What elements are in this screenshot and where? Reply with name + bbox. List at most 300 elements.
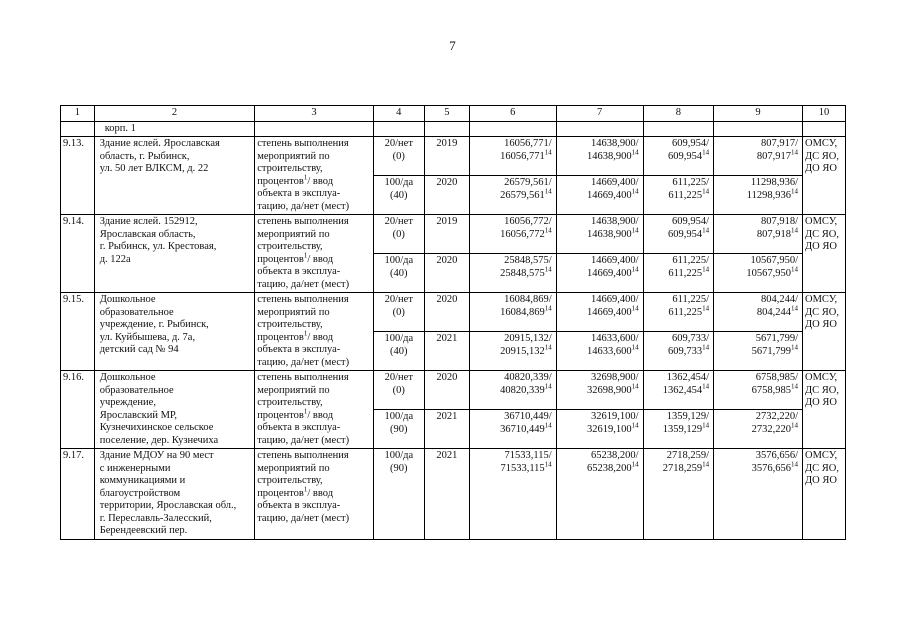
text-line: 20/нет xyxy=(384,294,413,305)
value-line: 11298,936$^{14}$ xyxy=(746,187,798,201)
text-line: 20/нет xyxy=(384,216,413,227)
value-line: 611,225/ xyxy=(672,177,710,188)
value-line: 609,954/ xyxy=(672,138,710,149)
year-cell: 2019 xyxy=(424,215,469,254)
text-line: детский сад № 94 xyxy=(99,344,179,355)
text-line: (40) xyxy=(390,345,408,357)
footnote-marker: 14 xyxy=(631,187,639,195)
object-name xyxy=(94,293,254,371)
footnote-marker: 14 xyxy=(702,226,710,234)
value-line: 3576,656/ xyxy=(755,450,798,461)
text-line: (40) xyxy=(390,267,408,279)
value-line: 5671,799/ xyxy=(755,333,798,344)
text-line: объекта в эксплуа- xyxy=(257,266,341,277)
footnote-marker: 14 xyxy=(702,343,710,351)
text-line: (0) xyxy=(392,150,405,162)
regional-funding-cell xyxy=(643,176,714,215)
text-line: ДС ЯО, xyxy=(805,306,840,318)
value-line: 16056,771$^{14}$ xyxy=(500,148,552,162)
responsible-cell xyxy=(803,449,846,540)
footnote-marker: 14 xyxy=(631,148,639,156)
indicator-cell xyxy=(255,121,374,137)
value-line: 6758,985/ xyxy=(755,372,798,383)
value-line: 71533,115$^{14}$ xyxy=(500,460,552,474)
total-funding-cell xyxy=(469,332,556,371)
text-line: объекта в эксплуа- xyxy=(257,500,341,511)
value-line: 14638,900/ xyxy=(591,138,639,149)
value-line: 14638,900$^{14}$ xyxy=(586,148,639,162)
value-line: 14669,400$^{14}$ xyxy=(586,187,639,201)
value-line: 40820,339/ xyxy=(504,372,552,383)
text-line: Берендеевский пер. xyxy=(99,525,188,536)
column-header: 3 xyxy=(255,106,374,122)
text-line: ДО ЯО xyxy=(805,319,837,330)
text-line: 100/да xyxy=(384,450,414,461)
text-line: Здание МДОУ на 90 мест xyxy=(99,450,214,461)
footnote-marker: 14 xyxy=(544,382,552,390)
year-cell: 2019 xyxy=(424,137,469,176)
text-line: Здание яслей. Ярославская xyxy=(99,138,220,149)
text-line: д. 122а xyxy=(99,253,131,265)
column-header: 6 xyxy=(469,106,556,122)
table-row xyxy=(61,449,846,540)
footnote-marker: 14 xyxy=(702,421,710,429)
value-line: 611,225$^{14}$ xyxy=(668,265,710,279)
footnote-marker: 14 xyxy=(791,265,798,273)
federal-funding-cell xyxy=(556,449,643,540)
target-cell xyxy=(373,293,424,332)
text-line: 20/нет xyxy=(384,372,413,383)
regional-funding-cell xyxy=(643,449,714,540)
text-line: тацию, да/нет (мест) xyxy=(257,434,350,446)
text-line: объекта в эксплуа- xyxy=(257,344,341,355)
footnote-marker: 14 xyxy=(791,226,798,234)
footnote-marker: 14 xyxy=(631,226,639,234)
total-funding-cell xyxy=(469,121,556,137)
regional-funding-cell xyxy=(643,137,714,176)
row-number xyxy=(61,121,95,137)
text-line: ДС ЯО, xyxy=(805,384,840,396)
federal-funding-cell xyxy=(556,137,643,176)
regional-funding-cell xyxy=(643,215,714,254)
value-line: 14638,900/ xyxy=(591,216,639,227)
table-row xyxy=(61,371,846,410)
indicator-cell xyxy=(255,449,374,540)
text-line: строительству, xyxy=(257,241,323,252)
footnote-marker: 14 xyxy=(631,460,639,468)
footnote-marker: 14 xyxy=(791,421,798,429)
text-line: ДО ЯО xyxy=(805,163,837,174)
text-line: с инженерными xyxy=(99,462,171,474)
year-cell: 2020 xyxy=(424,293,469,332)
text-line: учреждение, г. Рыбинск, xyxy=(99,319,209,330)
text-line: степень выполнения xyxy=(257,216,349,227)
value-line: 20915,132/ xyxy=(504,333,552,344)
indicator-cell xyxy=(255,371,374,449)
total-funding-cell xyxy=(469,215,556,254)
value-line: 611,225$^{14}$ xyxy=(668,187,710,201)
text-line: ДС ЯО, xyxy=(805,228,840,240)
row-number: 9.16. xyxy=(61,371,95,449)
text-line: ул. Куйбышева, д. 7а, xyxy=(99,331,196,343)
text-line: тацию, да/нет (мест) xyxy=(257,512,350,524)
value-line: 2718,259/ xyxy=(666,450,710,461)
responsible-cell xyxy=(803,371,846,449)
column-header: 5 xyxy=(424,106,469,122)
value-line: 25848,575$^{14}$ xyxy=(500,265,552,279)
text-line: объекта в эксплуа- xyxy=(257,188,341,199)
text-line: процентов xyxy=(257,253,304,265)
text-line: объекта в эксплуа- xyxy=(257,422,341,433)
local-funding-cell xyxy=(714,371,803,410)
value-line: 40820,339$^{14}$ xyxy=(500,382,552,396)
value-line: 10567,950/ xyxy=(750,255,798,266)
text-line: поселение, дер. Кузнечиха xyxy=(99,434,219,446)
text-line: 20/нет xyxy=(384,138,413,149)
value-line: 611,225/ xyxy=(672,294,710,305)
text-line: ОМСУ, xyxy=(805,138,838,149)
value-line: 14633,600$^{14}$ xyxy=(586,343,639,357)
target-cell xyxy=(373,410,424,449)
footnote-marker: 14 xyxy=(631,304,639,312)
text-line: г. Переславль-Залесский, xyxy=(99,512,212,524)
text-line: мероприятий по xyxy=(257,384,330,396)
text-line: степень выполнения xyxy=(257,138,349,149)
regional-funding-cell xyxy=(643,121,714,137)
table-row xyxy=(61,293,846,332)
value-line: 804,244/ xyxy=(760,294,798,305)
value-line: 32619,100$^{14}$ xyxy=(586,421,639,435)
footnote-marker: 14 xyxy=(631,421,639,429)
target-cell xyxy=(373,176,424,215)
column-header: 9 xyxy=(714,106,803,122)
value-line: 609,954$^{14}$ xyxy=(667,226,710,240)
footnote-marker: 14 xyxy=(702,460,710,468)
federal-funding-cell xyxy=(556,121,643,137)
text-line: благоустройством xyxy=(99,487,181,499)
footnote-marker: 14 xyxy=(544,187,552,195)
responsible-cell xyxy=(803,293,846,371)
footnote-marker: 14 xyxy=(702,265,710,273)
local-funding-cell xyxy=(714,137,803,176)
value-line: 1359,129$^{14}$ xyxy=(662,421,710,435)
column-header: 1 xyxy=(61,106,95,122)
text-line: ул. 50 лет ВЛКСМ, д. 22 xyxy=(99,163,209,174)
footnote-marker: 14 xyxy=(791,343,798,351)
text-line: тацию, да/нет (мест) xyxy=(257,356,350,368)
text-line: ДО ЯО xyxy=(805,475,837,486)
text-line: 100/да xyxy=(384,177,414,188)
local-funding-cell xyxy=(714,332,803,371)
year-cell: 2021 xyxy=(424,410,469,449)
value-line: 14669,400/ xyxy=(591,255,639,266)
text-line: мероприятий по xyxy=(257,228,330,240)
local-funding-cell xyxy=(714,215,803,254)
text-line: (90) xyxy=(390,423,408,435)
object-name xyxy=(94,215,254,293)
value-line: 32698,900$^{14}$ xyxy=(586,382,639,396)
text-line: ОМСУ, xyxy=(805,216,838,227)
text-line: Кузнечихинское сельское xyxy=(99,422,214,433)
footnote-marker: 14 xyxy=(544,460,552,468)
text-line: Дошкольное xyxy=(99,294,156,305)
text-line: Ярославский МР, xyxy=(99,409,178,421)
text-line: ОМСУ, xyxy=(805,294,838,305)
text-line: ДС ЯО, xyxy=(805,462,840,474)
table-row xyxy=(61,215,846,254)
total-funding-cell xyxy=(469,293,556,332)
federal-funding-cell xyxy=(556,332,643,371)
footnote-marker: 14 xyxy=(631,343,639,351)
text-line: образовательное xyxy=(99,306,174,318)
footnote-marker: 14 xyxy=(544,148,552,156)
text-line: область, г. Рыбинск, xyxy=(99,150,190,162)
text-line: мероприятий по xyxy=(257,306,330,318)
target-cell xyxy=(373,121,424,137)
text-line: 100/да xyxy=(384,333,414,344)
text-line: степень выполнения xyxy=(257,294,349,305)
text-line: строительству, xyxy=(257,475,323,486)
text-line: территории, Ярославская обл., xyxy=(99,500,237,511)
footnote-marker: 1 xyxy=(303,329,308,337)
value-line: 2732,220/ xyxy=(755,411,798,422)
column-header: 4 xyxy=(373,106,424,122)
regional-funding-cell xyxy=(643,293,714,332)
target-cell xyxy=(373,371,424,410)
total-funding-cell xyxy=(469,254,556,293)
local-funding-cell xyxy=(714,121,803,137)
text-line: процентов xyxy=(257,409,304,421)
value-line: 32619,100/ xyxy=(591,411,639,422)
value-line: 609,733/ xyxy=(672,333,710,344)
value-line: 807,918$^{14}$ xyxy=(756,226,798,240)
value-line: 16084,869$^{14}$ xyxy=(500,304,552,318)
footnote-marker: 14 xyxy=(631,382,639,390)
program-table xyxy=(60,105,846,540)
footnote-marker: 14 xyxy=(702,187,710,195)
text-line: Дошкольное xyxy=(99,372,156,383)
text-line: процентов xyxy=(257,331,304,343)
target-cell xyxy=(373,137,424,176)
text-line: ДО ЯО xyxy=(805,241,837,252)
footnote-marker: 14 xyxy=(791,304,798,312)
footnote-marker: 14 xyxy=(791,148,798,156)
text-line: мероприятий по xyxy=(257,150,330,162)
text-line: г. Рыбинск, ул. Крестовая, xyxy=(99,241,217,252)
text-line: (40) xyxy=(390,189,408,201)
responsible-cell xyxy=(803,121,846,137)
responsible-cell xyxy=(803,215,846,293)
value-line: 65238,200$^{14}$ xyxy=(586,460,639,474)
footnote-marker: 1 xyxy=(303,485,308,493)
text-line: образовательное xyxy=(99,384,174,396)
local-funding-cell xyxy=(714,410,803,449)
text-line: тацию, да/нет (мест) xyxy=(257,278,350,290)
year-cell: 2021 xyxy=(424,449,469,540)
footnote-marker: 1 xyxy=(303,407,308,415)
value-line: 804,244$^{14}$ xyxy=(756,304,798,318)
value-line: 609,954$^{14}$ xyxy=(667,148,710,162)
value-line: 26579,561/ xyxy=(504,177,552,188)
text-line: ДО ЯО xyxy=(805,397,837,408)
value-line: 6758,985$^{14}$ xyxy=(751,382,798,396)
column-header: 7 xyxy=(556,106,643,122)
value-line: 807,917$^{14}$ xyxy=(756,148,798,162)
value-line: 10567,950$^{14}$ xyxy=(746,265,798,279)
federal-funding-cell xyxy=(556,176,643,215)
value-line: 36710,449/ xyxy=(504,411,552,422)
regional-funding-cell xyxy=(643,371,714,410)
value-line: 26579,561$^{14}$ xyxy=(500,187,552,201)
table-body xyxy=(61,106,846,540)
federal-funding-cell xyxy=(556,371,643,410)
value-line: 1362,454/ xyxy=(666,372,710,383)
column-header: 10 xyxy=(803,106,846,122)
indicator-cell xyxy=(255,215,374,293)
total-funding-cell xyxy=(469,371,556,410)
total-funding-cell xyxy=(469,449,556,540)
year-cell: 2021 xyxy=(424,332,469,371)
text-line: учреждение, xyxy=(99,397,156,408)
local-funding-cell xyxy=(714,254,803,293)
target-cell xyxy=(373,449,424,540)
value-line: 14638,900$^{14}$ xyxy=(586,226,639,240)
text-line: / ввод xyxy=(307,253,334,265)
row-number: 9.15. xyxy=(61,293,95,371)
text-line: / ввод xyxy=(307,409,334,421)
footnote-marker: 14 xyxy=(791,460,798,468)
text-line: строительству, xyxy=(257,397,323,408)
value-line: 14633,600/ xyxy=(591,333,639,344)
text-line: (90) xyxy=(390,462,408,474)
footnote-marker: 14 xyxy=(544,421,552,429)
text-line: 100/да xyxy=(384,255,414,266)
value-line: 25848,575/ xyxy=(504,255,552,266)
target-cell xyxy=(373,332,424,371)
regional-funding-cell xyxy=(643,332,714,371)
footnote-marker: 14 xyxy=(791,382,798,390)
federal-funding-cell xyxy=(556,215,643,254)
footnote-marker: 14 xyxy=(544,343,552,351)
value-line: 807,917/ xyxy=(760,138,798,149)
total-funding-cell xyxy=(469,410,556,449)
year-cell: 2020 xyxy=(424,254,469,293)
row-number: 9.13. xyxy=(61,137,95,215)
local-funding-cell xyxy=(714,176,803,215)
value-line: 36710,449$^{14}$ xyxy=(500,421,552,435)
target-cell xyxy=(373,215,424,254)
value-line: 20915,132$^{14}$ xyxy=(500,343,552,357)
footnote-marker: 14 xyxy=(544,265,552,273)
text-line: строительству, xyxy=(257,319,323,330)
year-cell: 2020 xyxy=(424,176,469,215)
page-number: 7 xyxy=(449,38,456,53)
footnote-marker: 14 xyxy=(702,382,710,390)
value-line: 609,733$^{14}$ xyxy=(667,343,710,357)
text-line: (0) xyxy=(392,384,405,396)
text-line: процентов xyxy=(257,175,304,187)
text-line: степень выполнения xyxy=(257,450,349,461)
object-name: корп. 1 xyxy=(94,121,254,137)
text-line: (0) xyxy=(392,306,405,318)
value-line: 14669,400/ xyxy=(591,294,639,305)
value-line: 71533,115/ xyxy=(504,450,552,461)
value-line: 14669,400$^{14}$ xyxy=(586,265,639,279)
footnote-marker: 1 xyxy=(303,173,308,181)
text-line: тацию, да/нет (мест) xyxy=(257,200,350,212)
text-line: 100/да xyxy=(384,411,414,422)
text-line: строительству, xyxy=(257,163,323,174)
text-line: / ввод xyxy=(307,331,334,343)
total-funding-cell xyxy=(469,137,556,176)
responsible-cell xyxy=(803,137,846,215)
value-line: 1359,129/ xyxy=(666,411,710,422)
table-row xyxy=(61,137,846,176)
year-cell xyxy=(424,121,469,137)
federal-funding-cell xyxy=(556,254,643,293)
year-cell: 2020 xyxy=(424,371,469,410)
value-line: 611,225$^{14}$ xyxy=(668,304,710,318)
value-line: 16056,772$^{14}$ xyxy=(500,226,552,240)
value-line: 32698,900/ xyxy=(591,372,639,383)
text-line: мероприятий по xyxy=(257,462,330,474)
text-line: коммуникациями и xyxy=(99,475,186,486)
text-line: ДС ЯО, xyxy=(805,150,840,162)
text-line: / ввод xyxy=(307,487,334,499)
object-name xyxy=(94,137,254,215)
total-funding-cell xyxy=(469,176,556,215)
value-line: 5671,799$^{14}$ xyxy=(751,343,798,357)
text-line: Ярославская область, xyxy=(99,228,196,240)
regional-funding-cell xyxy=(643,254,714,293)
text-line: ОМСУ, xyxy=(805,372,838,383)
row-number: 9.14. xyxy=(61,215,95,293)
value-line: 16084,869/ xyxy=(504,294,552,305)
footnote-marker: 14 xyxy=(631,265,639,273)
text-line: степень выполнения xyxy=(257,372,349,383)
text-line: процентов xyxy=(257,487,304,499)
value-line: 611,225/ xyxy=(672,255,710,266)
value-line: 16056,772/ xyxy=(504,216,552,227)
object-name xyxy=(94,371,254,449)
value-line: 65238,200/ xyxy=(591,450,639,461)
indicator-cell xyxy=(255,137,374,215)
local-funding-cell xyxy=(714,449,803,540)
footnote-marker: 14 xyxy=(791,187,798,195)
value-line: 14669,400/ xyxy=(591,177,639,188)
local-funding-cell xyxy=(714,293,803,332)
text-line: (0) xyxy=(392,228,405,240)
value-line: 2718,259$^{14}$ xyxy=(662,460,710,474)
footnote-marker: 14 xyxy=(702,148,710,156)
value-line: 2732,220$^{14}$ xyxy=(751,421,798,435)
object-name xyxy=(94,449,254,540)
text-line: / ввод xyxy=(307,175,334,187)
value-line: 14669,400$^{14}$ xyxy=(586,304,639,318)
text-line: Здание яслей. 152912, xyxy=(99,216,198,227)
regional-funding-cell xyxy=(643,410,714,449)
value-line: 609,954/ xyxy=(672,216,710,227)
value-line: 807,918/ xyxy=(760,216,798,227)
federal-funding-cell xyxy=(556,293,643,332)
value-line: 11298,936/ xyxy=(750,177,798,188)
continued-row xyxy=(61,121,846,137)
text-line: ОМСУ, xyxy=(805,450,838,461)
column-header: 2 xyxy=(94,106,254,122)
footnote-marker: 14 xyxy=(544,226,552,234)
footnote-marker: 14 xyxy=(544,304,552,312)
value-line: 3576,656$^{14}$ xyxy=(751,460,798,474)
